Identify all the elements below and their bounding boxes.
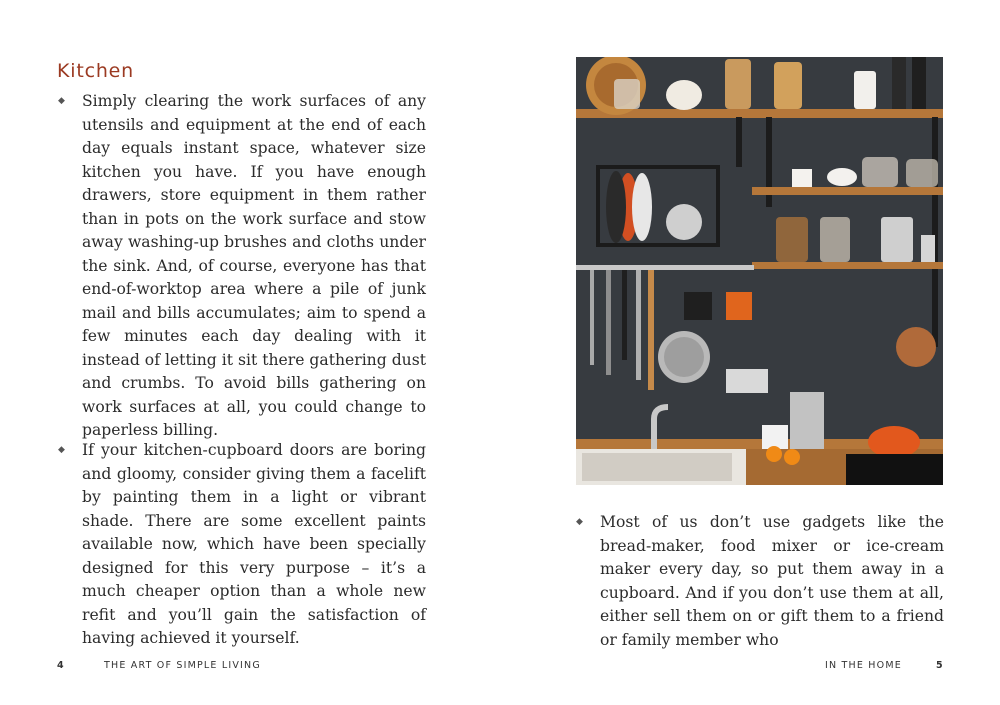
bullet-paragraph-clearing [58, 90, 426, 443]
section-heading: Kitchen [57, 60, 135, 82]
running-title-chapter: IN THE HOME [825, 660, 902, 671]
diamond-bullet-icon: ◆ [576, 517, 583, 527]
right-page [500, 0, 1000, 705]
running-title-book: THE ART OF SIMPLE LIVING [104, 660, 261, 671]
bullet-text: Simply clearing the work surfaces of any utensils and equipment at the end of each day equals instant space, whatever size kitchen you have. If you have enough drawers, store equipment in them rather than in pots on the work surface and stow away washing-up brushes and cloths under the sink. And, of course, everyone has that end-of-worktop area where a pile of junk mail and bills accumulates; aim to spend a few minutes each day dealing with it instead of letting it sit there gathering dust and crumbs. To avoid bills gathering on work surfaces at all, you could change to paperless billing. [82, 92, 426, 439]
bullet-text: Most of us don’t use gadgets like the bread-maker, food mixer or ice-cream maker every day, so put them away in a cupboard. And if you don’t use them at all, either sell them on or gift them to a friend or family member who [600, 513, 944, 649]
page-number-right: 5 [936, 660, 944, 671]
diamond-bullet-icon: ◆ [58, 445, 65, 455]
diamond-bullet-icon: ◆ [58, 96, 65, 106]
bullet-text: If your kitchen-cupboard doors are boring and gloomy, consider giving them a facelift by painting them in a light or vibrant shade. There are some excellent paints available now, which have been specially designed for this very purpose – it’s a much cheaper option than a whole new refit and you’ll gain the satisfaction of having achieved it yourself. [82, 441, 426, 647]
page-number-left: 4 [57, 660, 65, 671]
bullet-paragraph-cupboard-doors [58, 439, 426, 651]
bullet-paragraph-gadgets [576, 511, 944, 652]
kitchen-shelves-photo [576, 57, 943, 485]
